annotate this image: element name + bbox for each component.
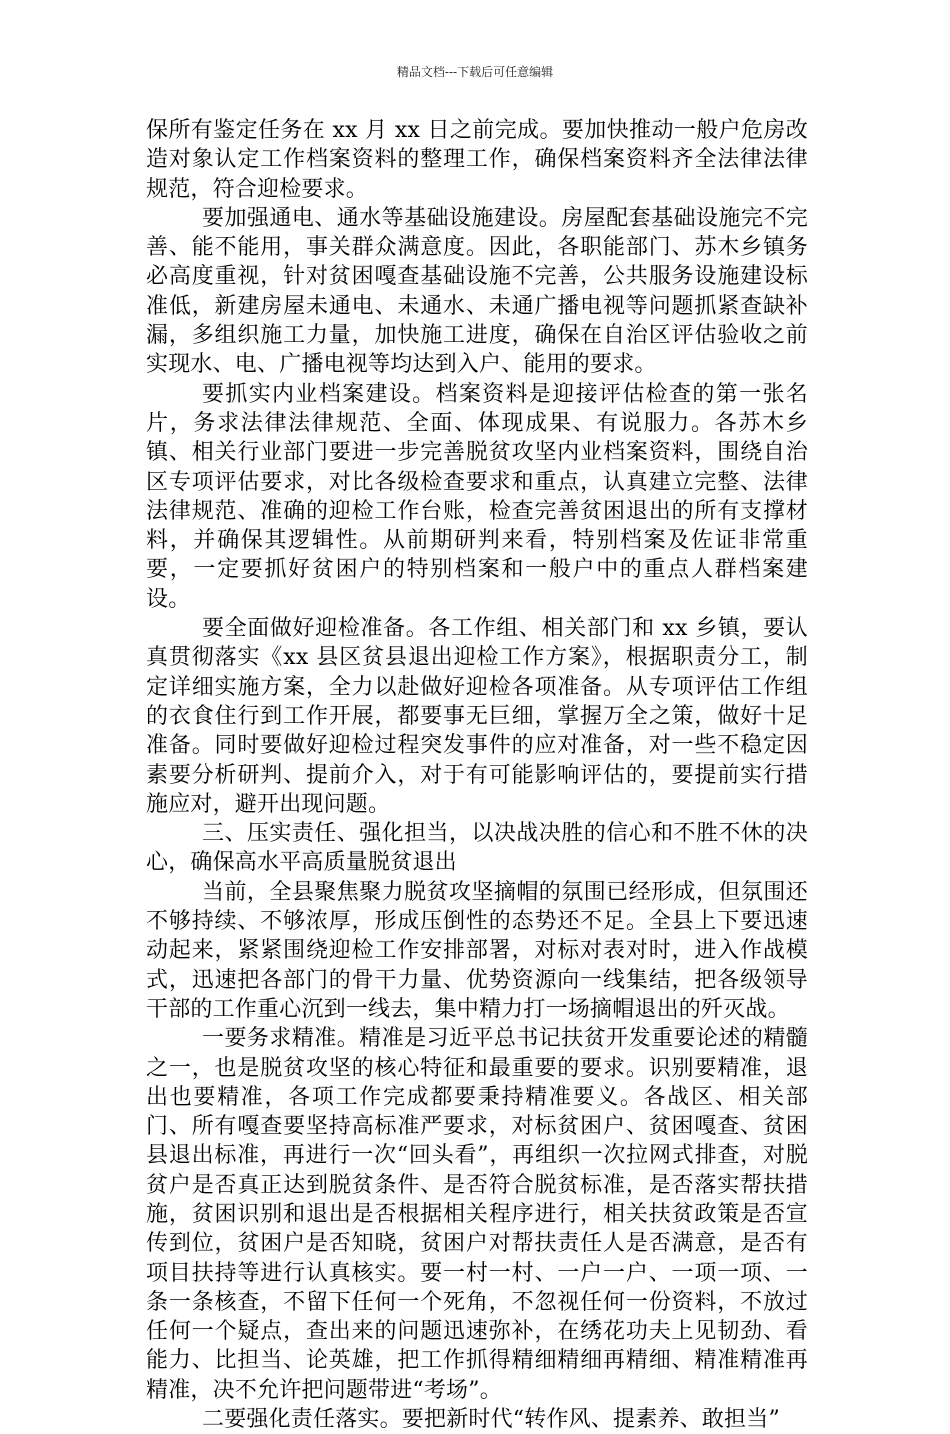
- paragraph-3: 要抓实内业档案建设。档案资料是迎接评估检查的第一张名片，务求法律法律规范、全面、体现成果、有说服力。各苏木乡镇、相关行业部门要进一步完善脱贫攻坚内业档案资料，围绕自治区专项评估要求，对比各级检查要求和重点，认真建立完整、法律法律规范、准确的迎检工作台账，检查完善贫困退出的所有支撑材料，并确保其逻辑性。从前期研判来看，特别档案及佐证非常重要，一定要抓好贫困户的特别档案和一般户中的重点人群档案建设。: [146, 381, 808, 612]
- paragraph-2: 要加强通电、通水等基础设施建设。房屋配套基础设施完不完善、能不能用，事关群众满意度。因此，各职能部门、苏木乡镇务必高度重视，针对贫困嘎查基础设施不完善，公共服务设施建设标准低，新建房屋未通电、未通水、未通广播电视等问题抓紧查缺补漏，多组织施工力量，加快施工进度，确保在自治区评估验收之前实现水、电、广播电视等均达到入户、能用的要求。: [146, 205, 808, 378]
- paragraph-6: 一要务求精准。精准是习近平总书记扶贫开发重要论述的精髓之一，也是脱贫攻坚的核心特征和最重要的要求。识别要精准，退出也要精准，各项工作完成都要秉持精准要义。各战区、相关部门、所有嘎查要坚持高标准严要求，对标贫困户、贫困嘎查、贫困县退出标准，再进行一次“回头看”，再组织一次拉网式排查，对脱贫户是否真正达到脱贫条件、是否符合脱贫标准，是否落实帮扶措施，贫困识别和退出是否根据相关程序进行，相关扶贫政策是否宣传到位，贫困户是否知晓，贫困户对帮扶责任人是否满意，是否有项目扶持等进行认真核实。要一村一村、一户一户、一项一项、一条一条核查，不留下任何一个死角，不忽视任何一份资料，不放过任何一个疑点，查出来的问题迅速弥补，在绣花功夫上见韧劲、看能力、比担当、论英雄，把工作抓得精细精细再精细、精准精准再精准，决不允许把问题带进“考场”。: [146, 1026, 808, 1403]
- paragraph-4: 要全面做好迎检准备。各工作组、相关部门和 xx 乡镇，要认真贯彻落实《xx 县区贫县退出迎检工作方案》，根据职责分工，制定详细实施方案，全力以赴做好迎检各项准备。从专项评估工作组的衣食住行到工作开展，都要事无巨细，掌握万全之策，做好十足准备。同时要做好迎检过程突发事件的应对准备，对一些不稳定因素要分析研判、提前介入，对于有可能影响评估的，要提前实行措施应对，避开出现问题。: [146, 616, 808, 817]
- document-body: [146, 116, 808, 1434]
- page-header: 精品文档---下载后可任意编辑: [396, 65, 554, 79]
- paragraph-5: 当前，全县聚焦聚力脱贫攻坚摘帽的氛围已经形成，但氛围还不够持续、不够浓厚，形成压倒性的态势还不足。全县上下要迅速动起来，紧紧围绕迎检工作安排部署，对标对表对时，进入作战模式，迅速把各部门的骨干力量、优势资源向一线集结，把各级领导干部的工作重心沉到一线去，集中精力打一场摘帽退出的歼灭战。: [146, 879, 808, 1022]
- paragraph-1: 保所有鉴定任务在 xx 月 xx 日之前完成。要加快推动一般户危房改造对象认定工作档案资料的整理工作，确保档案资料齐全法律法律规范，符合迎检要求。: [146, 118, 808, 202]
- section-heading-3: 三、压实责任、强化担当，以决战决胜的信心和不胜不休的决心，确保高水平高质量脱贫退出: [146, 821, 808, 876]
- paragraph-7: 二要强化责任落实。要把新时代“转作风、提素养、敢担当”: [202, 1407, 780, 1433]
